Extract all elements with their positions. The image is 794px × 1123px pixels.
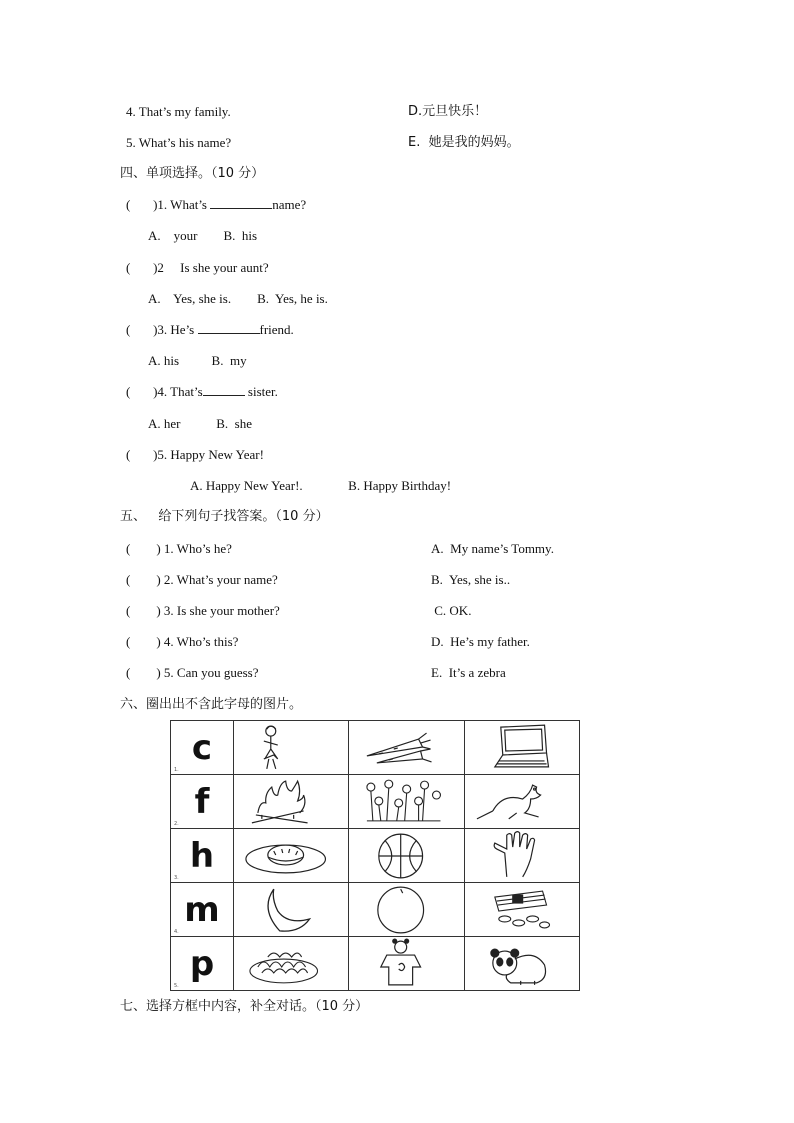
row-c bbox=[171, 721, 580, 775]
row-m bbox=[171, 883, 580, 937]
s4-q3 bbox=[126, 322, 294, 338]
s4-q2-options: A. Yes, she is. B. Yes, he is. bbox=[148, 291, 328, 306]
s4-q1-options: A. your B. his bbox=[148, 228, 258, 243]
s4-q1 bbox=[126, 197, 306, 213]
s4-q3-blank[interactable] bbox=[198, 322, 260, 334]
s5-q5: ( ) 5. Can you guess? bbox=[126, 665, 259, 680]
s3-line4-right: D.元旦快乐！ bbox=[408, 104, 488, 119]
section4-heading: 四、单项选择。（10 分） bbox=[120, 166, 265, 181]
section7-heading: 七、选择方框中内容，补全对话。（10 分） bbox=[120, 999, 369, 1014]
money-icon[interactable] bbox=[464, 883, 579, 937]
s5-a3: C. OK. bbox=[431, 603, 472, 618]
girl-icon[interactable] bbox=[234, 721, 349, 775]
s3-line5-right: E. 她是我的妈妈。 bbox=[408, 135, 520, 150]
s4-q5-options: A. Happy New Year!. B. Happy Birthday! bbox=[190, 478, 452, 493]
letter-p: p 5. bbox=[171, 937, 234, 991]
section6-heading: 六、圈出出不含此字母的图片。 bbox=[120, 697, 303, 712]
ball-icon[interactable] bbox=[349, 829, 464, 883]
letter-m: m 4. bbox=[171, 883, 234, 937]
s4-q1-tail: name? bbox=[272, 197, 307, 212]
letter-c: c 1. bbox=[171, 721, 234, 775]
hat-icon[interactable] bbox=[234, 829, 349, 883]
kangaroo-icon[interactable] bbox=[464, 775, 579, 829]
moon-icon[interactable] bbox=[234, 883, 349, 937]
row-p bbox=[171, 937, 580, 991]
noodles-icon[interactable] bbox=[234, 937, 349, 991]
letter-h: h 3. bbox=[171, 829, 234, 883]
s3-line4-left: 4. That’s my family. bbox=[126, 104, 231, 119]
s4-q5: ( )5. Happy New Year! bbox=[126, 447, 264, 462]
laptop-icon[interactable] bbox=[464, 721, 579, 775]
orange-icon[interactable] bbox=[349, 883, 464, 937]
s4-q3-text: ( )3. He’s bbox=[126, 322, 195, 337]
s5-a5: E. It’s a zebra bbox=[431, 665, 506, 680]
letter-f: f 2. bbox=[171, 775, 234, 829]
s5-q2: ( ) 2. What’s your name? bbox=[126, 572, 278, 587]
s3-line5-left: 5. What’s his name? bbox=[126, 135, 232, 150]
carrot-icon[interactable] bbox=[349, 721, 464, 775]
s5-q3: ( ) 3. Is she your mother? bbox=[126, 603, 280, 618]
s4-q4-tail: sister. bbox=[244, 384, 278, 399]
s4-q4-options: A. her B. she bbox=[148, 416, 252, 431]
s4-q3-tail: friend. bbox=[259, 322, 294, 337]
s4-q4 bbox=[126, 384, 278, 400]
s4-q2: ( )2 Is she your aunt? bbox=[126, 260, 269, 275]
section5-heading: 五、 给下列句子找答案。（10 分） bbox=[120, 509, 329, 524]
s5-a1: A. My name’s Tommy. bbox=[431, 541, 554, 556]
fire-icon[interactable] bbox=[234, 775, 349, 829]
row-f bbox=[171, 775, 580, 829]
s5-q1: ( ) 1. Who’s he? bbox=[126, 541, 232, 556]
s4-q4-text: ( )4. That’s bbox=[126, 384, 203, 399]
s4-q3-options: A. his B. my bbox=[148, 353, 247, 368]
s4-q4-blank[interactable] bbox=[203, 384, 245, 396]
panda-shirt-icon[interactable] bbox=[349, 937, 464, 991]
s5-q4: ( ) 4. Who’s this? bbox=[126, 634, 239, 649]
s4-q1-text: ( )1. What’s bbox=[126, 197, 207, 212]
hand-icon[interactable] bbox=[464, 829, 579, 883]
letter-picture-table bbox=[170, 720, 580, 991]
row-h bbox=[171, 829, 580, 883]
s4-q1-blank[interactable] bbox=[210, 197, 272, 209]
s5-a4: D. He’s my father. bbox=[431, 634, 530, 649]
panda-icon[interactable] bbox=[464, 937, 579, 991]
flowers-icon[interactable] bbox=[349, 775, 464, 829]
s5-a2: B. Yes, she is.. bbox=[431, 572, 511, 587]
